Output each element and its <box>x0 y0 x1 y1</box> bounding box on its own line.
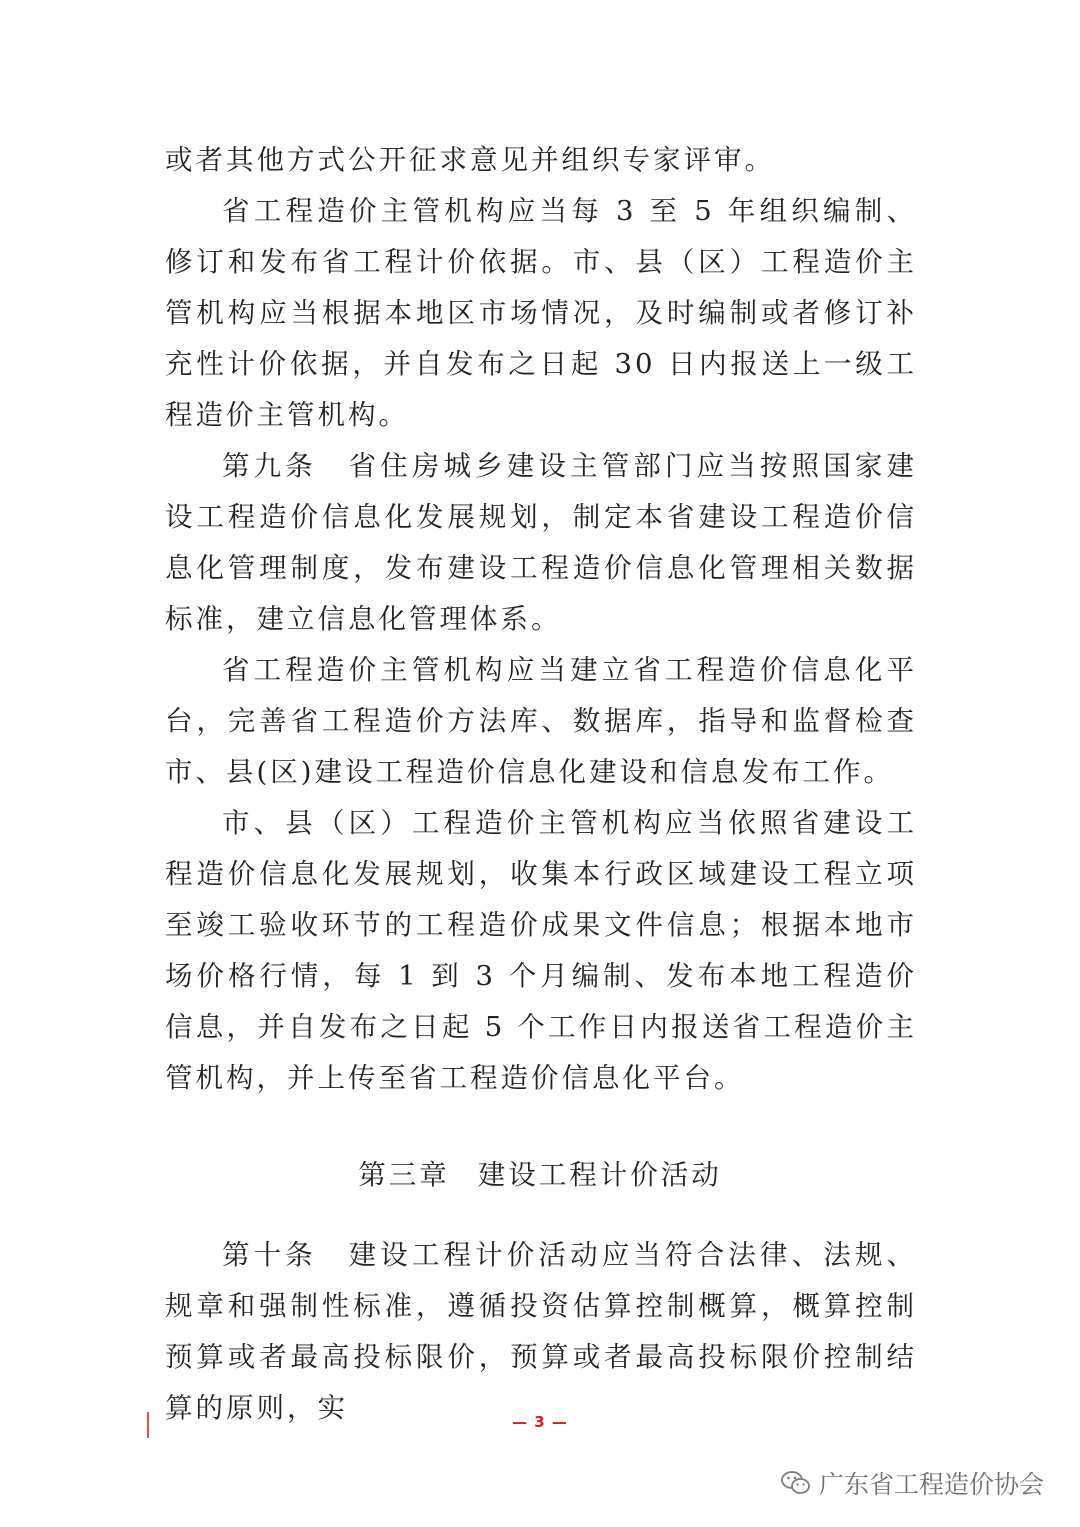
body-text-bottom <box>165 1230 917 1434</box>
wechat-icon <box>781 1470 811 1496</box>
watermark <box>781 1465 1044 1501</box>
article-9-paragraph: 第九条 省住房城乡建设主管部门应当按照国家建设工程造价信息化发展规划，制定本省建设工程造价信息化管理制度，发布建设工程造价信息化管理相关数据标准，建立信息化管理体系。 <box>165 450 917 635</box>
page-number: — 3 — <box>512 1413 568 1431</box>
chapter-number: 第三章 <box>358 1159 450 1191</box>
article-10-paragraph: 第十条 建设工程计价活动应当符合法律、法规、规章和强制性标准，遵循投资估算控制概算，概算控制预算或者最高投标限价，预算或者最高投标限价控制结算的原则，实 <box>165 1239 917 1424</box>
paragraph: 省工程造价主管机构应当建立省工程造价信息化平台，完善省工程造价方法库、数据库，指导和监督检查市、县(区)建设工程造价信息化建设和信息发布工作。 <box>165 654 917 788</box>
chapter-heading <box>0 1150 1080 1201</box>
chapter-title: 建设工程计价活动 <box>477 1159 722 1191</box>
watermark-text: 广东省工程造价协会 <box>818 1470 1044 1499</box>
paragraph: 市、县（区）工程造价主管机构应当依照省建设工程造价信息化发展规划，收集本行政区域建设工程立项至竣工验收环节的工程造价成果文件信息；根据本地市场价格行情，每 1 到 3 个月编制、发布本地工程造价信息，并自发布之日起 5 个工作日内报送省工程造价主管机构，并上传至省工程造价信息化平台。 <box>165 807 917 1094</box>
body-text-top <box>165 135 917 1104</box>
paragraph: 省工程造价主管机构应当每 3 至 5 年组织编制、修订和发布省工程计价依据。市、县（区）工程造价主管机构应当根据本地区市场情况，及时编制或者修订补充性计价依据，并自发布之日起 30 日内报送上一级工程造价主管机构。 <box>165 195 917 431</box>
paragraph: 或者其他方式公开征求意见并组织专家评审。 <box>165 144 775 176</box>
